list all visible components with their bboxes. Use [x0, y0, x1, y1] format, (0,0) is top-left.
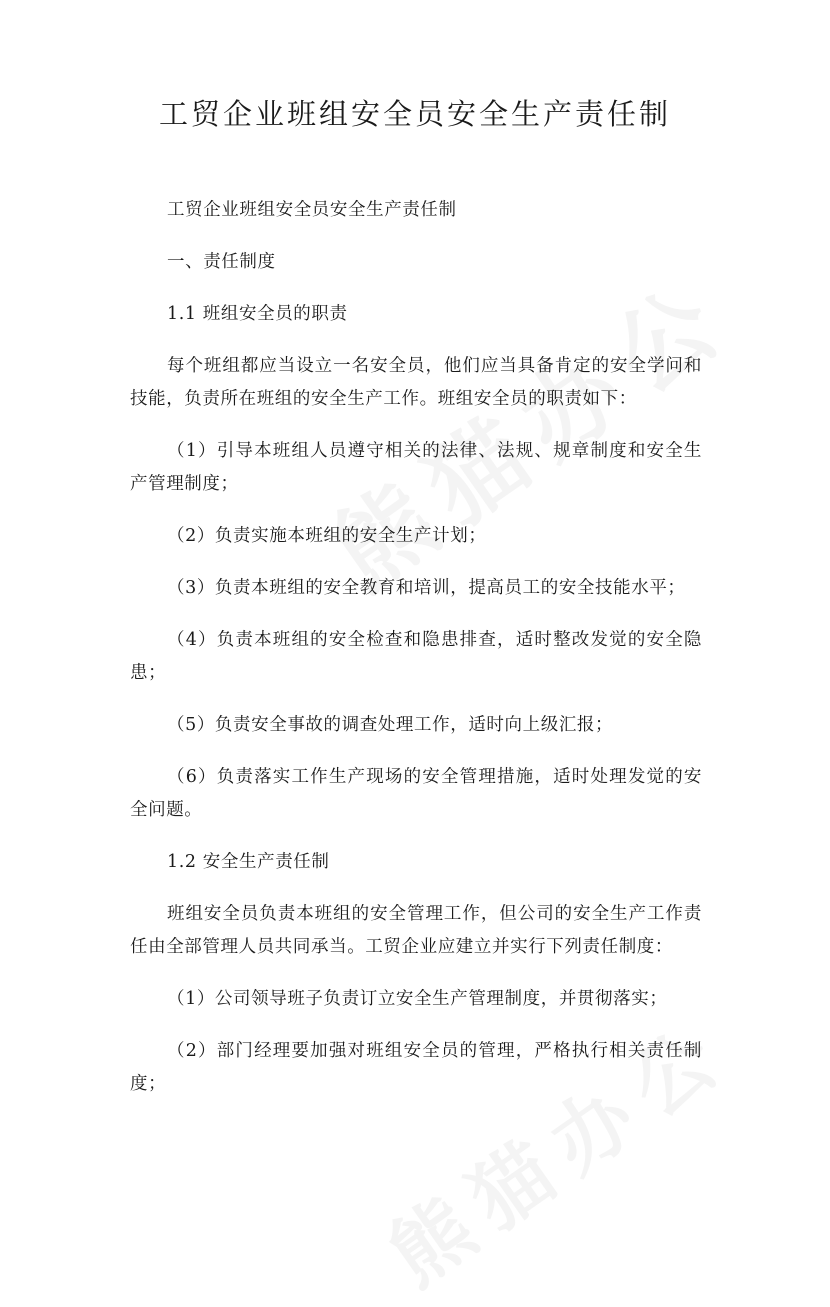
subtitle: 工贸企业班组安全员安全生产责任制 — [167, 200, 457, 220]
list-item: （6）负责落实工作生产现场的安全管理措施，适时处理发觉的安全问题。 — [130, 767, 702, 820]
list-item: （2）部门经理要加强对班组安全员的管理，严格执行相关责任制度； — [130, 1041, 702, 1094]
page-title: 工贸企业班组安全员安全生产责任制 — [158, 97, 671, 131]
body-paragraph: 每个班组都应当设立一名安全员，他们应当具备肯定的安全学问和技能，负责所在班组的安全生产工作。班组安全员的职责如下： — [130, 356, 702, 409]
document-body — [130, 194, 702, 1120]
list-item: （1）引导本班组人员遵守相关的法律、法规、规章制度和安全生产管理制度； — [130, 441, 702, 494]
list-item: （3）负责本班组的安全教育和培训，提高员工的安全技能水平； — [167, 578, 686, 598]
subsection-heading: 1.2 安全生产责任制 — [167, 852, 330, 872]
list-item: （2）负责实施本班组的安全生产计划； — [167, 526, 487, 546]
list-item: （5）负责安全事故的调查处理工作，适时向上级汇报； — [167, 715, 614, 735]
section-heading: 一、责任制度 — [167, 252, 276, 272]
list-item: （1）公司领导班子负责订立安全生产管理制度，并贯彻落实； — [167, 989, 668, 1009]
list-item: （4）负责本班组的安全检查和隐患排查，适时整改发觉的安全隐患； — [130, 630, 702, 683]
body-paragraph: 班组安全员负责本班组的安全管理工作，但公司的安全生产工作责任由全部管理人员共同承当。工贸企业应建立并实行下列责任制度： — [130, 904, 702, 957]
subsection-heading: 1.1 班组安全员的职责 — [167, 304, 348, 324]
